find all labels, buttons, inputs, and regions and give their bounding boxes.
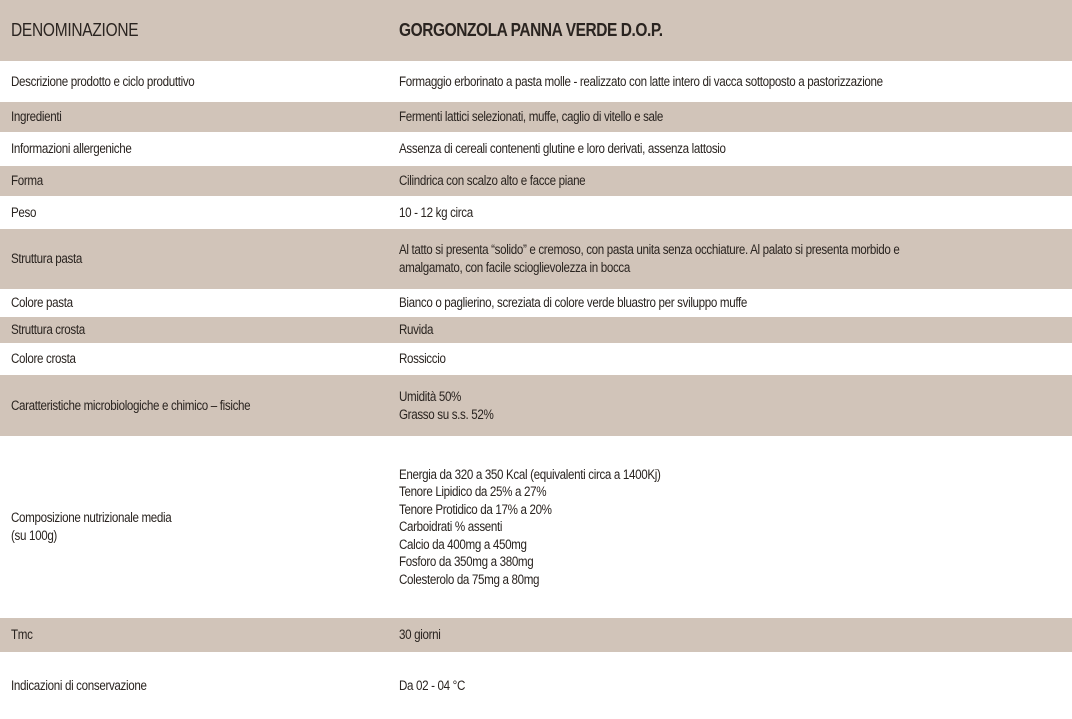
spec-row [0, 133, 1072, 166]
spec-label [11, 133, 329, 165]
spec-label [11, 618, 329, 652]
spec-label-line: Caratteristiche microbiologiche e chimico – fisiche [11, 397, 251, 413]
spec-label-line: Descrizione prodotto e ciclo produttivo [11, 73, 195, 89]
spec-value [399, 618, 1056, 652]
spec-label-line: Forma [11, 173, 43, 189]
spec-label-line: Tmc [11, 627, 33, 643]
spec-label-line: Ingredienti [11, 109, 62, 125]
spec-value [399, 197, 1056, 228]
spec-value-line: Assenza di cereali contenenti glutine e loro derivati, assenza lattosio [399, 141, 726, 157]
spec-label [11, 653, 329, 718]
spec-row [0, 375, 1072, 437]
spec-label-line: Colore pasta [11, 295, 73, 311]
header-label: DENOMINAZIONE [11, 19, 139, 40]
spec-row [0, 344, 1072, 375]
spec-label-line: Indicazioni di conservazione [11, 677, 147, 693]
spec-value-line: Fermenti lattici selezionati, muffe, caglio di vitello e sale [399, 109, 664, 125]
spec-value-line: Bianco o paglierino, screziata di colore verde bluastro per sviluppo muffe [399, 295, 748, 311]
header-product-name: GORGONZOLA PANNA VERDE D.O.P. [399, 19, 663, 40]
spec-value-line: Formaggio erborinato a pasta molle - realizzato con latte intero di vacca sottoposto a pastorizzazione [399, 73, 883, 89]
spec-label [11, 102, 329, 132]
spec-label [11, 344, 329, 374]
spec-label [11, 166, 329, 196]
spec-value-line: Rossiccio [399, 351, 446, 367]
spec-value-line: amalgamato, con facile scioglievolezza in bocca [399, 260, 631, 275]
spec-value [399, 653, 1056, 718]
spec-row [0, 197, 1072, 229]
spec-value-line: Calcio da 400mg a 450mg [399, 536, 527, 552]
spec-value-line: Carboidrati % assenti [399, 519, 503, 535]
spec-row [0, 618, 1072, 653]
spec-value-line: 30 giorni [399, 627, 441, 643]
spec-row [0, 653, 1072, 719]
spec-value-line: Fosforo da 350mg a 380mg [399, 554, 534, 570]
spec-value [399, 317, 1056, 343]
spec-row [0, 290, 1072, 317]
spec-label-line: Struttura pasta [11, 251, 83, 267]
spec-row [0, 229, 1072, 290]
spec-row [0, 437, 1072, 618]
spec-label [11, 62, 329, 101]
spec-label-line: Informazioni allergeniche [11, 141, 132, 157]
spec-value-line: Colesterolo da 75mg a 80mg [399, 571, 540, 587]
spec-value [399, 344, 1056, 374]
header-row [0, 0, 1072, 62]
spec-label [11, 197, 329, 228]
spec-value-line: 10 - 12 kg circa [399, 204, 473, 220]
spec-value-line: Al tatto si presenta “solido” e cremoso, con pasta unita senza occhiature. Al palato si presenta morbido e [399, 242, 900, 258]
spec-value-line: Da 02 - 04 °C [399, 677, 466, 693]
spec-value-line: Energia da 320 a 350 Kcal (equivalenti circa a 1400Kj) [399, 466, 661, 482]
spec-label [11, 317, 329, 343]
spec-label [11, 437, 329, 617]
spec-value [399, 229, 1056, 289]
spec-value [399, 102, 1056, 132]
spec-value-line: Cilindrica con scalzo alto e facce piane [399, 173, 586, 189]
spec-value-line: Umidità 50% [399, 388, 462, 404]
spec-value-line: Ruvida [399, 322, 434, 338]
spec-value-line: Tenore Lipidico da 25% a 27% [399, 484, 547, 500]
spec-row [0, 62, 1072, 102]
spec-label-line: Peso [11, 204, 37, 220]
spec-value [399, 290, 1056, 316]
spec-value [399, 133, 1056, 165]
spec-row [0, 102, 1072, 133]
spec-label-line: Struttura crosta [11, 322, 85, 338]
spec-label-line: (su 100g) [11, 528, 57, 543]
spec-row [0, 317, 1072, 344]
spec-label [11, 229, 329, 289]
spec-label-line: Composizione nutrizionale media [11, 510, 172, 526]
spec-label [11, 290, 329, 316]
spec-value-line: Tenore Protidico da 17% a 20% [399, 501, 552, 517]
spec-value [399, 437, 1056, 617]
spec-label [11, 375, 329, 436]
spec-value-line: Grasso su s.s. 52% [399, 406, 494, 422]
spec-value [399, 62, 1056, 101]
spec-value [399, 375, 1056, 436]
spec-value [399, 166, 1056, 196]
spec-row [0, 166, 1072, 197]
spec-label-line: Colore crosta [11, 351, 76, 367]
